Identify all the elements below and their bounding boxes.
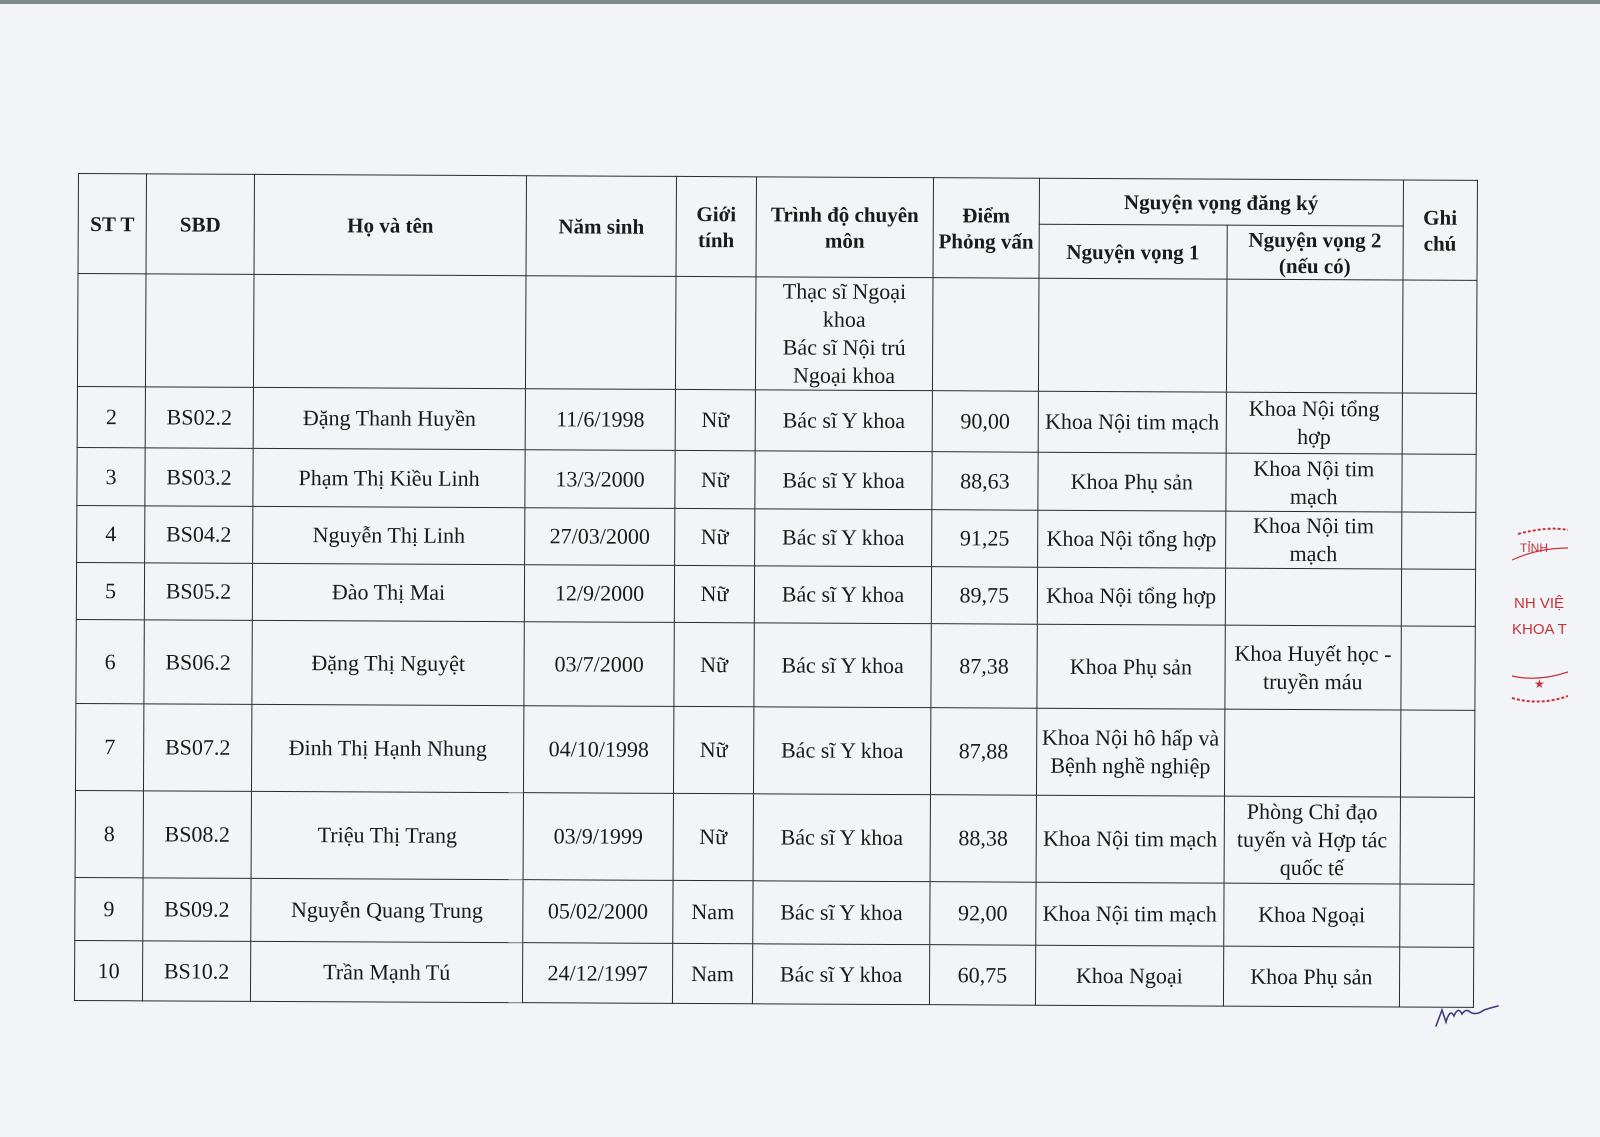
seal-text: KHOA T [1512, 621, 1567, 638]
cell-note [1400, 797, 1475, 884]
cell-empty [526, 276, 676, 390]
cell-name: Đặng Thị Nguyệt [252, 620, 525, 705]
cell-name: Nguyễn Thị Linh [252, 506, 525, 564]
cell-score: 89,75 [931, 567, 1037, 625]
cell-stt: 5 [76, 562, 144, 619]
handwritten-signature [1432, 996, 1502, 1030]
cell-wish1: Khoa Nội tim mạch [1038, 391, 1226, 453]
cell-note [1401, 569, 1476, 626]
cell-wish1: Khoa Ngoại [1035, 945, 1223, 1006]
cell-gender: Nữ [674, 565, 755, 622]
cell-wish2 [1224, 709, 1400, 797]
cell-sbd: BS09.2 [143, 878, 251, 942]
cell-stt: 9 [75, 877, 143, 940]
cell-name: Đào Thị Mai [252, 563, 525, 621]
cell-wish2: Khoa Ngoại [1224, 883, 1400, 947]
header-qualification: Trình độ chuyên môn [756, 177, 933, 278]
cell-dob: 24/12/1997 [523, 943, 673, 1004]
continued-row [77, 274, 1477, 394]
cell-dob: 05/02/2000 [523, 880, 673, 944]
cell-sbd: BS04.2 [145, 506, 253, 564]
cell-stt: 10 [74, 940, 142, 1000]
cell-score: 87,38 [931, 624, 1037, 709]
table-row [77, 447, 1476, 512]
header-wishes-group: Nguyện vọng đăng ký [1039, 178, 1403, 226]
cell-empty [146, 274, 254, 388]
cell-gender: Nữ [673, 706, 754, 793]
cell-sbd: BS06.2 [144, 620, 252, 705]
cell-sbd: BS07.2 [144, 704, 252, 792]
cell-sbd: BS05.2 [144, 563, 252, 621]
cell-empty [675, 276, 756, 389]
cell-wish1: Khoa Nội tổng hợp [1037, 510, 1225, 568]
cell-score: 90,00 [932, 391, 1038, 453]
cell-sbd: BS08.2 [143, 791, 251, 879]
cell-name: Phạm Thị Kiều Linh [253, 448, 526, 507]
header-name: Họ và tên [254, 174, 527, 275]
qualification-line: Bác sĩ Nội trú Ngoại khoa [782, 334, 906, 388]
cell-score: 88,63 [932, 452, 1038, 511]
header-score: Điểm Phỏng vấn [933, 178, 1039, 279]
header-gender: Giới tính [676, 176, 757, 276]
cell-dob: 12/9/2000 [525, 565, 675, 623]
cell-qualification [756, 277, 933, 391]
cell-score: 87,88 [930, 708, 1036, 796]
cell-wish2 [1225, 568, 1401, 626]
official-seal-fragment [1508, 520, 1568, 710]
cell-wish1: Khoa Nội tổng hợp [1037, 567, 1225, 625]
cell-sbd: BS03.2 [145, 448, 253, 507]
cell-dob: 03/9/1999 [523, 793, 673, 881]
candidate-table [74, 173, 1478, 1008]
cell-wish1: Khoa Nội tim mạch [1035, 882, 1223, 946]
cell-gender: Nữ [674, 508, 755, 565]
cell-sbd: BS10.2 [143, 941, 251, 1002]
cell-wish1: Khoa Nội tim mạch [1036, 795, 1225, 883]
cell-qualification: Bác sĩ Y khoa [754, 623, 931, 708]
top-border-rule [0, 0, 1600, 4]
cell-score: 92,00 [930, 882, 1036, 946]
cell-gender: Nữ [675, 389, 756, 450]
cell-empty [1402, 280, 1477, 393]
cell-note [1402, 454, 1477, 512]
cell-score: 91,25 [932, 510, 1038, 568]
cell-gender: Nữ [674, 622, 755, 706]
cell-qualification: Bác sĩ Y khoa [754, 707, 931, 795]
qualification-line: Thạc sĩ Ngoại khoa [782, 278, 907, 332]
cell-wish2: Phòng Chỉ đạo tuyến và Hợp tác quốc tế [1224, 796, 1400, 884]
table-header-row [78, 174, 1477, 227]
cell-gender: Nam [672, 943, 753, 1003]
cell-empty [932, 278, 1038, 392]
table-row [75, 703, 1474, 797]
table-row [75, 877, 1474, 947]
seal-text: TỈNH [1520, 541, 1548, 555]
cell-gender: Nam [673, 880, 754, 943]
cell-stt: 4 [77, 505, 145, 562]
cell-gender: Nữ [675, 450, 756, 508]
cell-wish2: Khoa Nội tim mạch [1225, 511, 1401, 569]
seal-star: ★ [1534, 677, 1545, 691]
cell-note [1400, 710, 1475, 797]
cell-qualification: Bác sĩ Y khoa [755, 509, 932, 567]
cell-note [1401, 512, 1476, 569]
cell-stt: 8 [75, 790, 144, 877]
header-sbd: SBD [146, 174, 254, 275]
cell-wish2: Khoa Phụ sản [1223, 946, 1399, 1007]
cell-stt: 3 [77, 447, 145, 505]
cell-score: 88,38 [930, 795, 1036, 883]
cell-wish2: Khoa Nội tổng hợp [1226, 392, 1402, 454]
cell-name: Nguyễn Quang Trung [251, 878, 524, 942]
cell-note [1401, 626, 1476, 710]
cell-wish1: Khoa Nội hô hấp và Bệnh nghề nghiệp [1036, 708, 1225, 796]
cell-stt: 6 [76, 619, 145, 703]
cell-dob: 27/03/2000 [525, 508, 675, 566]
cell-qualification: Bác sĩ Y khoa [753, 944, 930, 1005]
cell-qualification: Bác sĩ Y khoa [754, 566, 931, 624]
document-page [74, 173, 1478, 1008]
cell-wish2: Khoa Nội tim mạch [1226, 453, 1402, 512]
cell-sbd: BS02.2 [145, 387, 253, 449]
cell-name: Trần Mạnh Tú [250, 941, 523, 1002]
cell-gender: Nữ [673, 793, 754, 880]
cell-empty [253, 274, 526, 388]
cell-qualification: Bác sĩ Y khoa [755, 390, 932, 452]
header-wish2: Nguyện vọng 2 (nếu có) [1227, 225, 1403, 280]
header-wish1: Nguyện vọng 1 [1039, 224, 1227, 279]
header-dob: Năm sinh [526, 176, 676, 277]
cell-name: Đặng Thanh Huyền [253, 387, 526, 449]
cell-stt: 2 [77, 386, 145, 447]
header-stt: ST T [78, 174, 147, 274]
cell-empty [77, 274, 146, 387]
cell-qualification: Bác sĩ Y khoa [753, 881, 930, 945]
cell-empty [1226, 279, 1402, 393]
table-row [76, 562, 1475, 626]
cell-qualification: Bác sĩ Y khoa [753, 794, 930, 882]
table-row [77, 386, 1476, 454]
table-row [74, 940, 1473, 1007]
cell-empty [1038, 278, 1227, 392]
seal-text: NH VIỆ [1514, 595, 1565, 612]
cell-dob: 11/6/1998 [525, 389, 675, 451]
cell-qualification: Bác sĩ Y khoa [755, 451, 932, 510]
cell-score: 60,75 [929, 945, 1035, 1006]
cell-wish1: Khoa Phụ sản [1037, 624, 1225, 709]
cell-dob: 03/7/2000 [524, 622, 674, 707]
table-row [76, 619, 1475, 710]
cell-note [1402, 393, 1477, 454]
cell-name: Triệu Thị Trang [251, 791, 524, 879]
cell-note [1399, 884, 1474, 947]
header-note: Ghi chú [1403, 180, 1478, 280]
table-row [77, 505, 1476, 569]
cell-wish2: Khoa Huyết học - truyền máu [1225, 625, 1401, 710]
cell-name: Đinh Thị Hạnh Nhung [251, 704, 524, 792]
table-row [75, 790, 1474, 884]
cell-wish1: Khoa Phụ sản [1038, 452, 1226, 511]
cell-dob: 13/3/2000 [525, 450, 675, 509]
cell-dob: 04/10/1998 [524, 706, 674, 794]
cell-stt: 7 [75, 703, 144, 790]
